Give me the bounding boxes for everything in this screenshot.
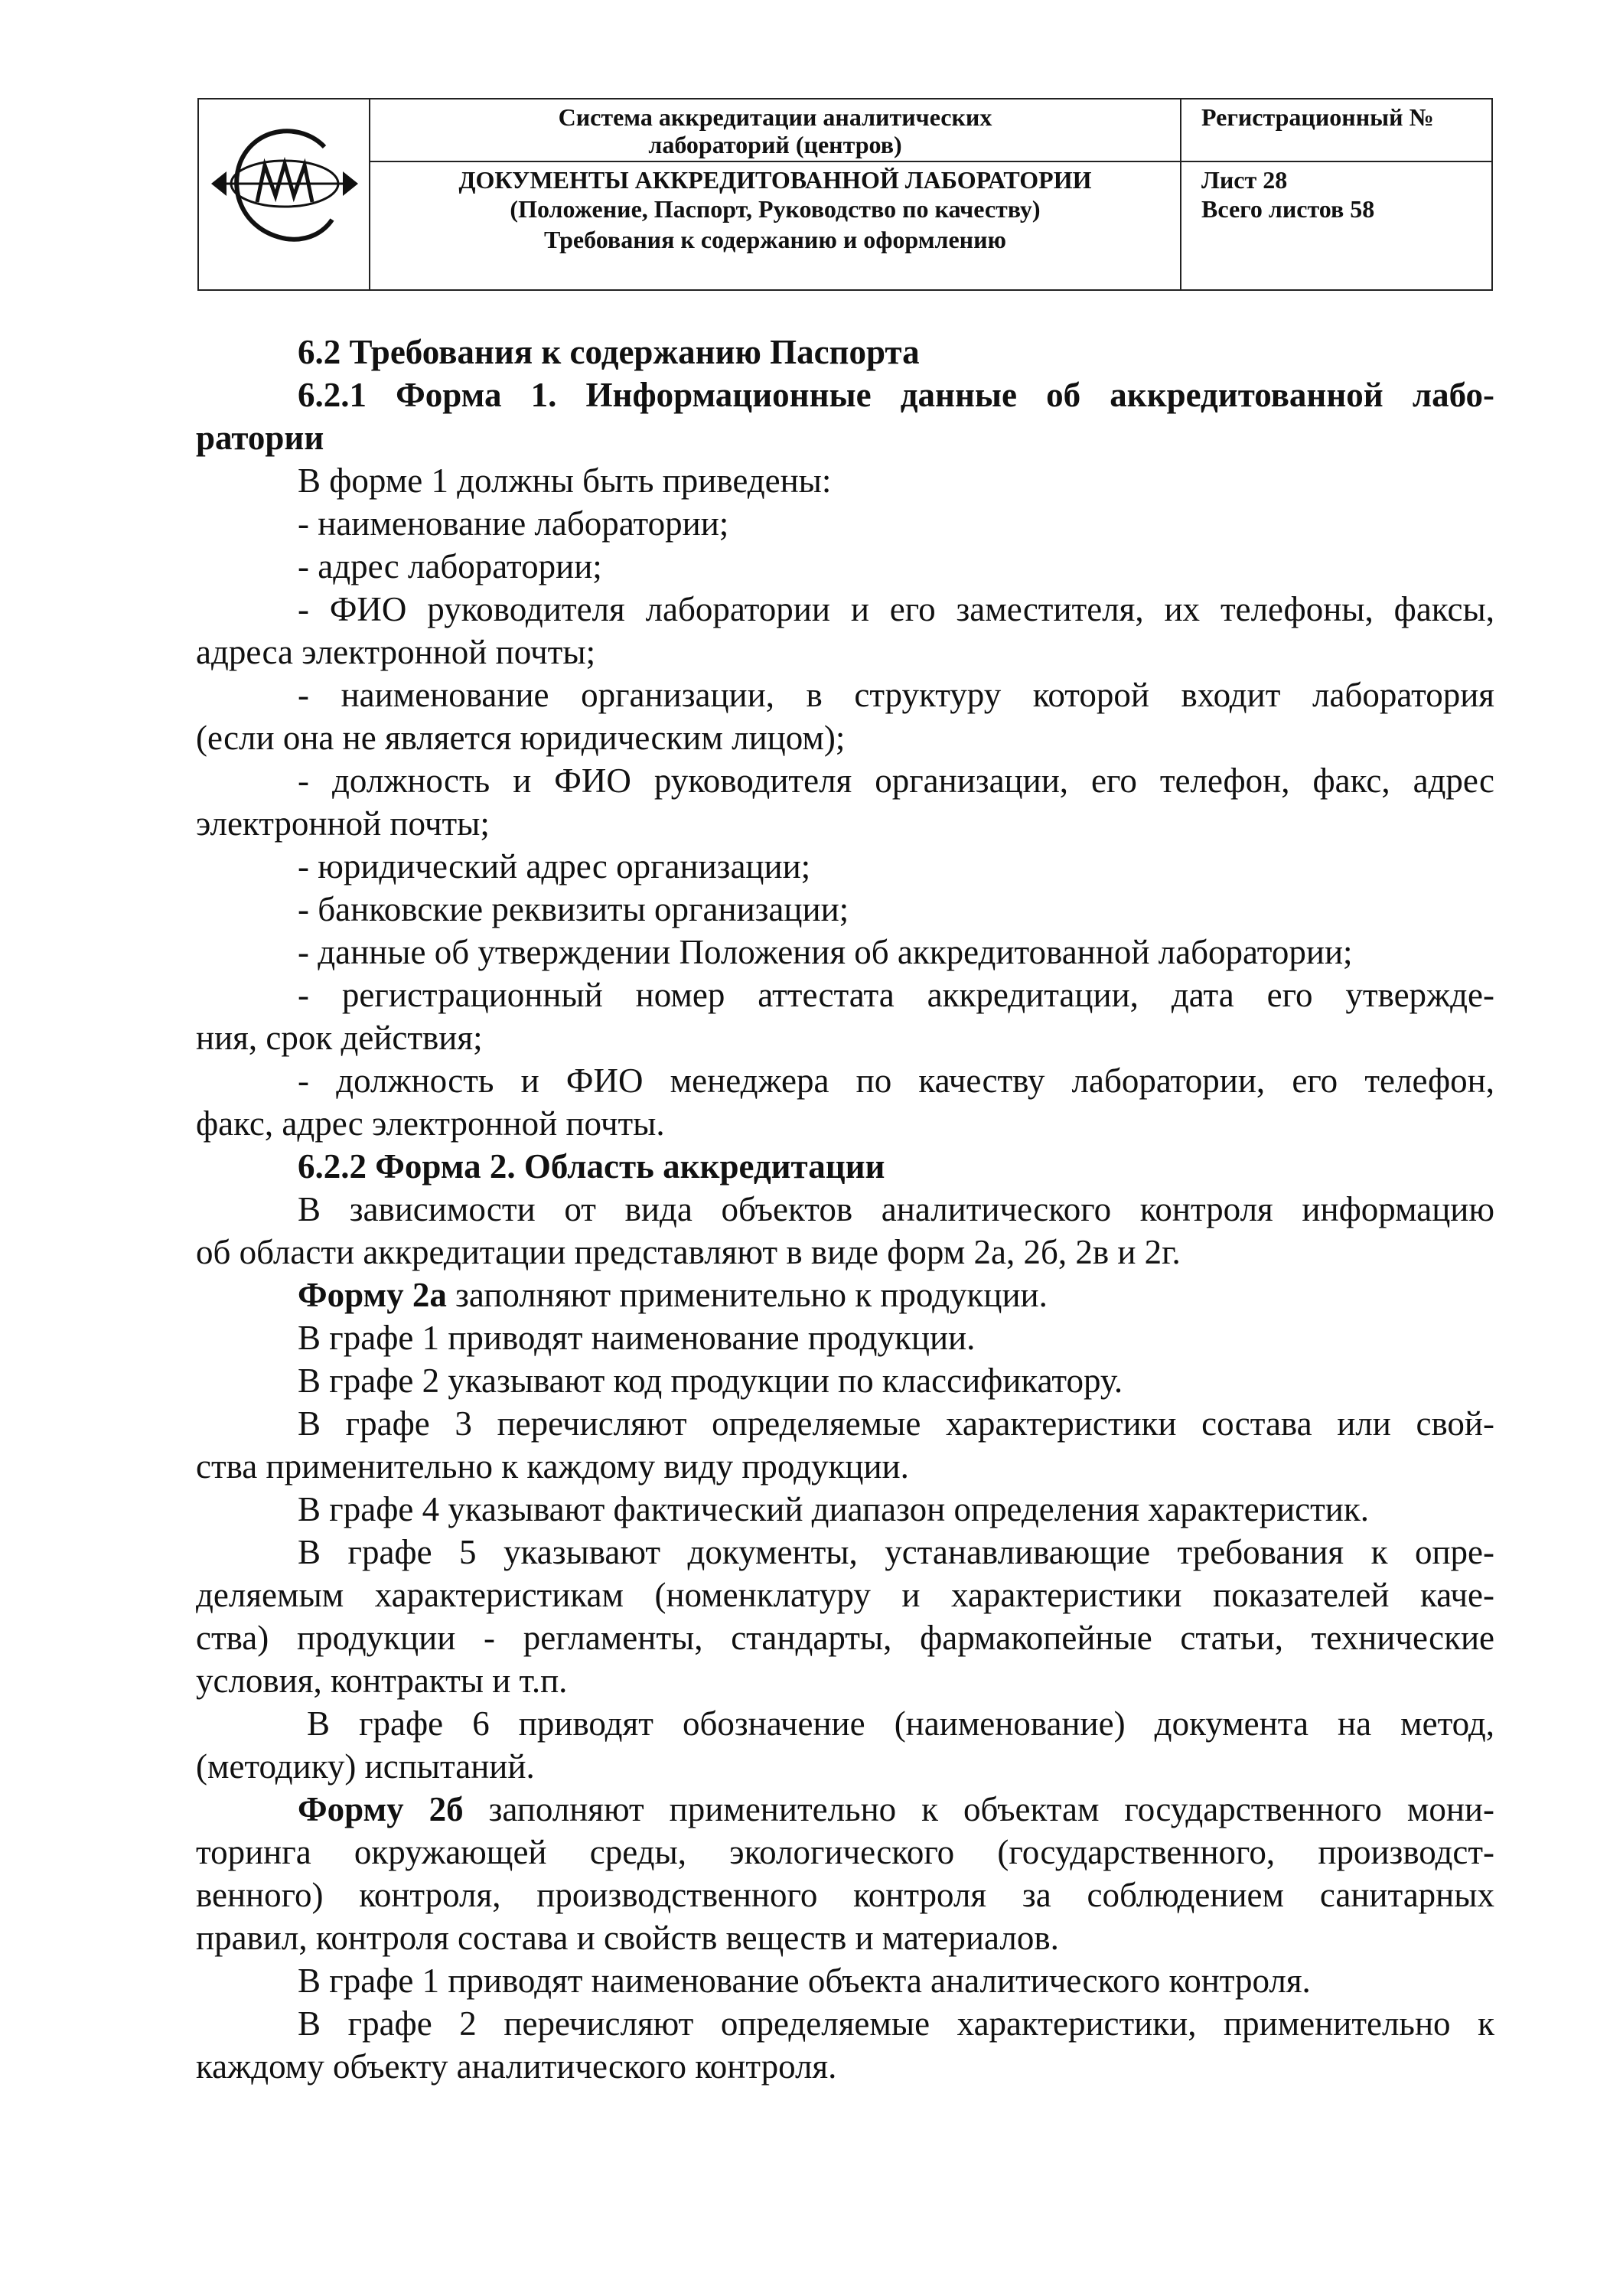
header-document-subtitle: (Положение, Паспорт, Руководство по качеству) xyxy=(510,195,1041,223)
section-heading-6-2: 6.2 Требования к содержанию Паспорта xyxy=(298,333,920,371)
paragraph-text-cont: об области аккредитации представляют в виде форм 2а, 2б, 2в и 2г. xyxy=(196,1233,1181,1271)
paragraph-text-cont: деляемым характеристикам (номенклатуру и характеристики показателей каче- xyxy=(196,1576,1494,1614)
header-document-requirements: Требования к содержанию и оформлению xyxy=(544,226,1006,253)
paragraph-form-2a xyxy=(196,1274,1494,1316)
list-item: - регистрационный номер аттестата аккредитации, дата его утвержде- xyxy=(298,976,1494,1014)
list-item: - наименование лаборатории; xyxy=(298,504,729,543)
paragraph-text: В графе 3 перечисляют определяемые характеристики состава или свой- xyxy=(298,1404,1494,1443)
organization-logo-icon xyxy=(210,116,360,251)
paragraph-text-cont: ства) продукции - регламенты, стандарты, фармакопейные статьи, технические xyxy=(196,1619,1494,1657)
section-heading-6-2-1: 6.2.1 Форма 1. Информационные данные об аккредитованной лабо- xyxy=(298,376,1494,414)
paragraph-text-cont: условия, контракты и т.п. xyxy=(196,1662,568,1700)
form-2a-text: заполняют применительно к продукции. xyxy=(446,1276,1048,1314)
list-item: - должность и ФИО менеджера по качеству лаборатории, его телефон, xyxy=(298,1062,1494,1100)
list-item: - наименование организации, в структуру которой входит лаборатория xyxy=(298,676,1494,714)
section-heading-6-2-1-cont: ратории xyxy=(196,419,324,457)
section-heading-6-2-2: 6.2.2 Форма 2. Область аккредитации xyxy=(298,1147,885,1186)
list-item: - банковские реквизиты организации; xyxy=(298,890,849,928)
header-sheet-number: Лист 28 xyxy=(1201,166,1288,194)
paragraph-form-2b xyxy=(196,1788,1494,1831)
paragraph-text: В графе 4 указывают фактический диапазон определения характеристик. xyxy=(298,1490,1369,1528)
list-item: - должность и ФИО руководителя организации, его телефон, факс, адрес xyxy=(298,762,1494,800)
list-item: - ФИО руководителя лаборатории и его заместителя, их телефоны, факсы, xyxy=(298,590,1494,628)
header-system-subtitle: лабораторий (центров) xyxy=(648,131,902,158)
paragraph-text: В графе 2 указывают код продукции по классификатору. xyxy=(298,1362,1123,1400)
list-item-cont: ния, срок действия; xyxy=(196,1019,483,1057)
paragraph-text-cont: ства применительно к каждому виду продукции. xyxy=(196,1447,909,1486)
paragraph-text: В графе 6 приводят обозначение (наименование) документа на метод, xyxy=(307,1704,1494,1743)
document-header-table xyxy=(197,98,1493,291)
list-item: - адрес лаборатории; xyxy=(298,547,602,585)
form-2b-label: Форму 2б xyxy=(298,1790,464,1828)
paragraph-text: В графе 1 приводят наименование объекта аналитического контроля. xyxy=(298,1962,1311,2000)
paragraph-text: В графе 2 перечисляют определяемые характеристики, применительно к xyxy=(298,2004,1494,2043)
paragraph-text: В графе 5 указывают документы, устанавливающие требования к опре- xyxy=(298,1533,1494,1571)
paragraph-text-cont: венного) контроля, производственного контроля за соблюдением санитарных xyxy=(196,1876,1494,1914)
header-total-sheets: Всего листов 58 xyxy=(1201,195,1375,223)
paragraph-text-cont: каждому объекту аналитического контроля. xyxy=(196,2047,837,2086)
paragraph-text: В графе 1 приводят наименование продукции. xyxy=(298,1319,976,1357)
list-item: - данные об утверждении Положения об аккредитованной лаборатории; xyxy=(298,933,1353,971)
header-registration-number: Регистрационный № xyxy=(1201,103,1434,131)
paragraph-text-cont: правил, контроля состава и свойств веществ и материалов. xyxy=(196,1919,1059,1957)
header-system-title: Система аккредитации аналитических xyxy=(558,103,992,131)
list-item-cont: электронной почты; xyxy=(196,804,490,843)
list-item-cont: (если она не является юридическим лицом); xyxy=(196,719,846,757)
header-document-title: ДОКУМЕНТЫ АККРЕДИТОВАННОЙ ЛАБОРАТОРИИ xyxy=(458,166,1092,194)
paragraph-text: В зависимости от вида объектов аналитического контроля информацию xyxy=(298,1190,1494,1228)
paragraph-text-cont: (методику) испытаний. xyxy=(196,1747,535,1786)
form-2b-text: заполняют применительно к объектам государственного мони- xyxy=(463,1790,1494,1828)
form-2a-label: Форму 2а xyxy=(298,1276,447,1314)
paragraph-text-cont: торинга окружающей среды, экологического (государственного, производст- xyxy=(196,1833,1494,1871)
list-item-cont: адреса электронной почты; xyxy=(196,633,596,671)
list-item-cont: факс, адрес электронной почты. xyxy=(196,1104,665,1143)
list-item: - юридический адрес организации; xyxy=(298,847,811,885)
paragraph-text: В форме 1 должны быть приведены: xyxy=(298,461,832,500)
